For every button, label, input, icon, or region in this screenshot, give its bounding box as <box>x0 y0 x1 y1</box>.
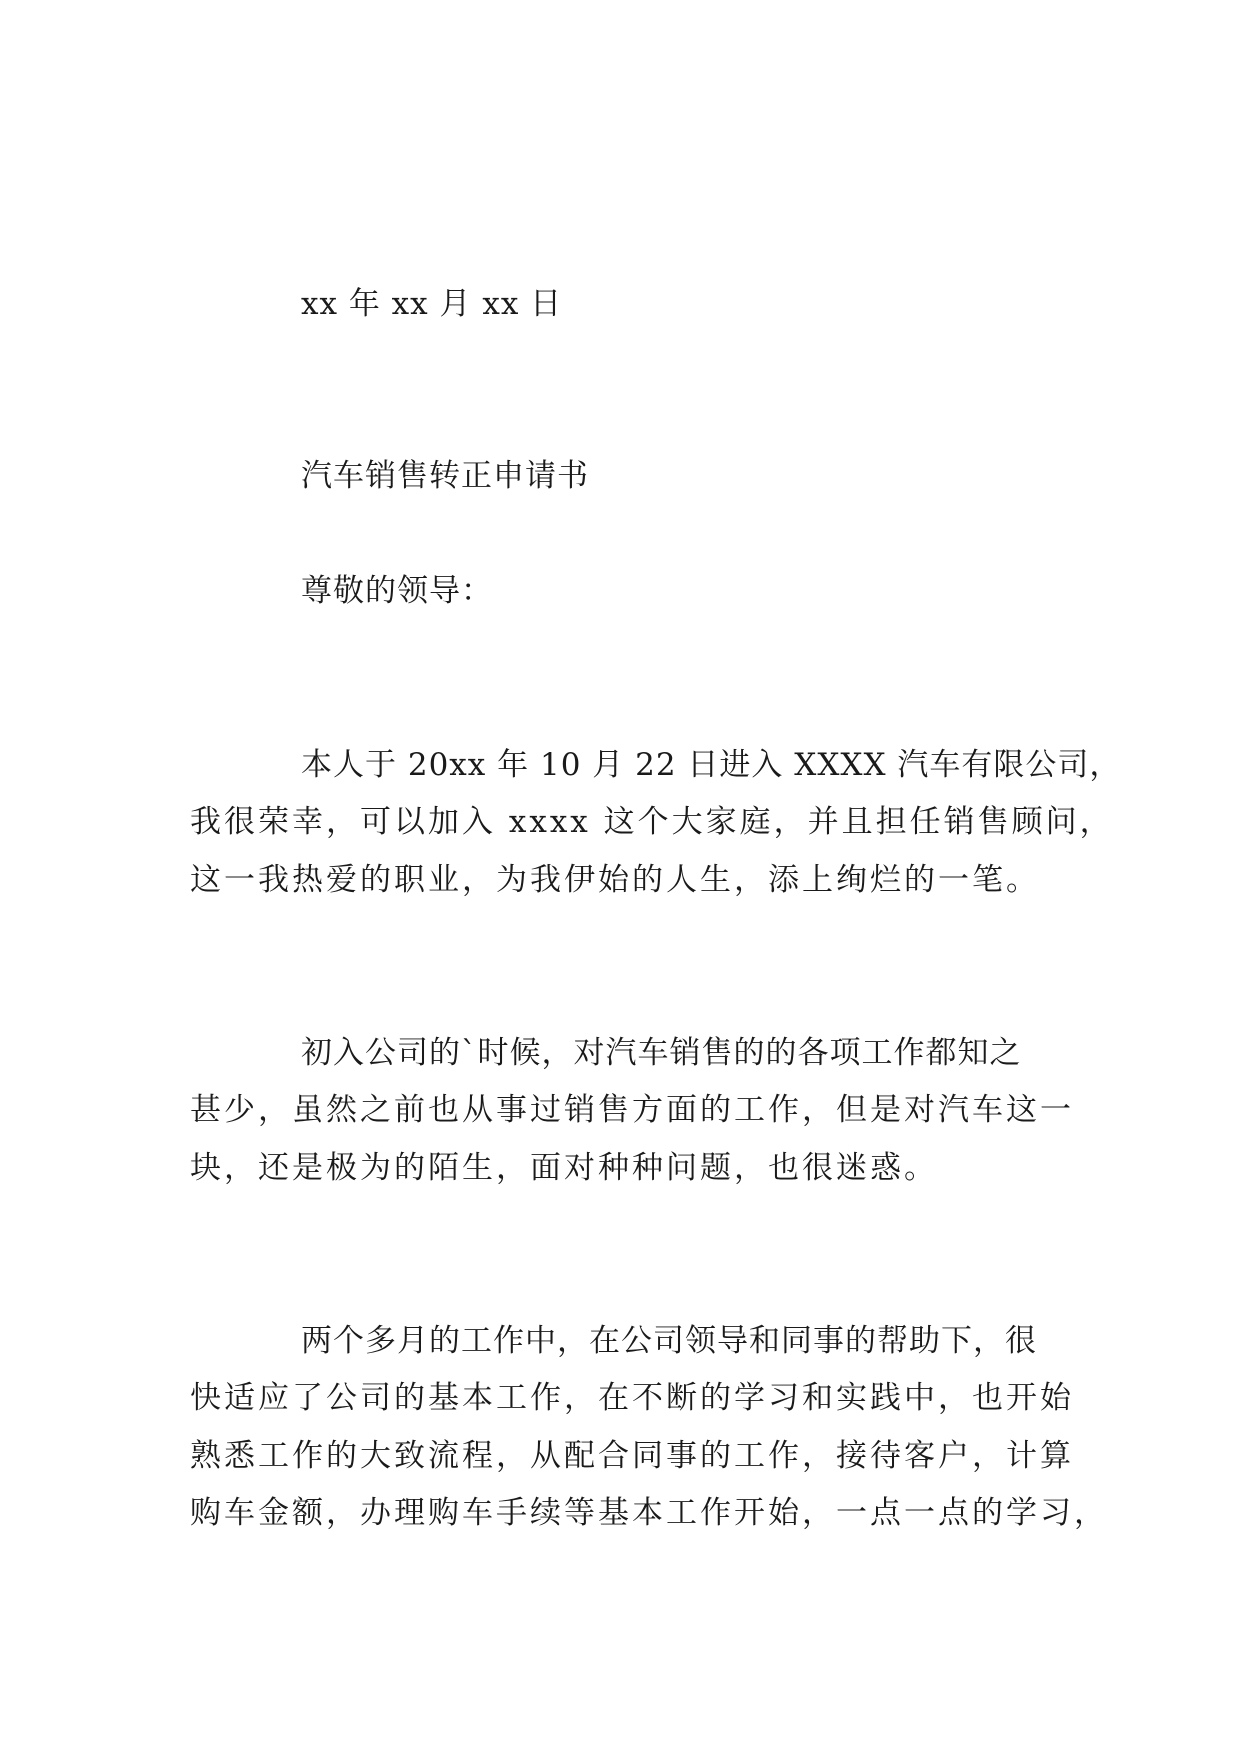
paragraph-line: 快适应了公司的基本工作，在不断的学习和实践中，也开始 <box>190 1380 1074 1416</box>
paragraph-line: 本人于 20xx 年 10 月 22 日进入 XXXX 汽车有限公司， <box>301 747 1122 783</box>
paragraph-line: 初入公司的`时候，对汽车销售的的各项工作都知之 <box>301 1035 1022 1071</box>
paragraph-line: 甚少，虽然之前也从事过销售方面的工作，但是对汽车这一 <box>190 1092 1074 1128</box>
paragraph-line: 我很荣幸，可以加入 xxxx 这个大家庭，并且担任销售顾问， <box>190 804 1114 840</box>
document-date: xx 年 xx 月 xx 日 <box>301 286 563 322</box>
paragraph-line: 熟悉工作的大致流程，从配合同事的工作，接待客户，计算 <box>190 1438 1074 1474</box>
document-title: 汽车销售转正申请书 <box>301 458 589 494</box>
paragraph-line: 这一我热爱的职业，为我伊始的人生，添上绚烂的一笔。 <box>190 862 1040 898</box>
paragraph-line: 购车金额，办理购车手续等基本工作开始，一点一点的学习， <box>190 1495 1108 1531</box>
paragraph-line: 两个多月的工作中，在公司领导和同事的帮助下，很 <box>301 1323 1037 1359</box>
salutation: 尊敬的领导： <box>301 573 493 609</box>
paragraph-line: 块，还是极为的陌生，面对种种问题，也很迷惑。 <box>190 1150 938 1186</box>
